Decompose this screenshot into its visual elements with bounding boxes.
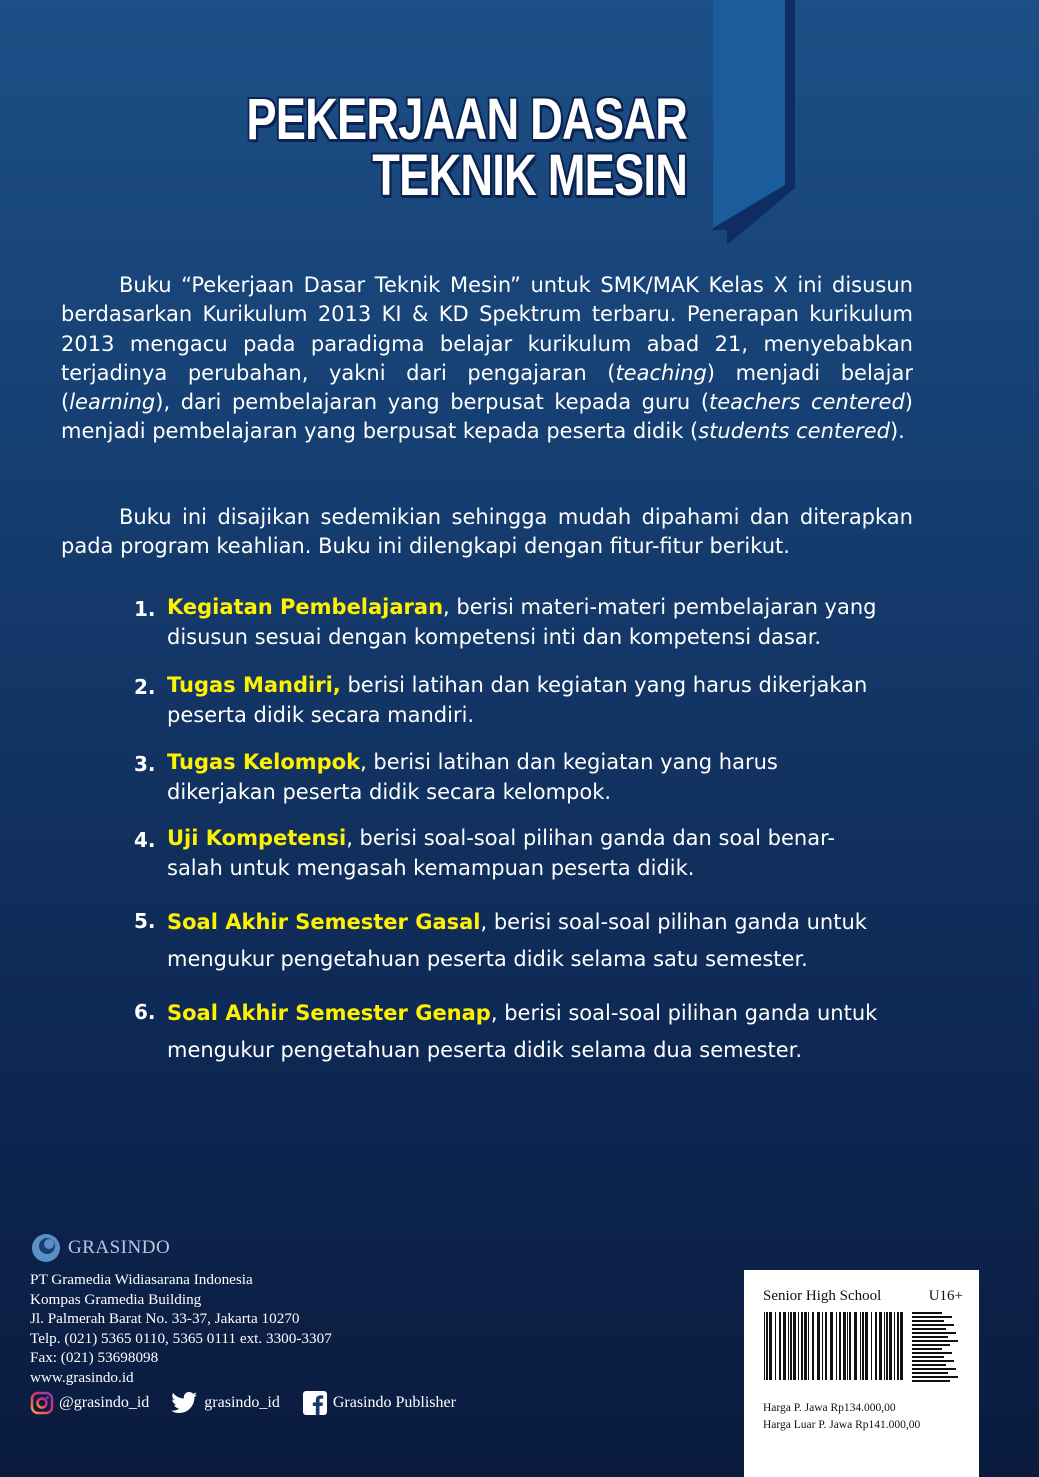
feature-desc: , berisi soal-soal pilihan ganda dan soal benar-salah untuk mengasah kemampuan peserta didik. (167, 826, 835, 880)
feature-number: 3. (134, 752, 156, 776)
barcode-bar (766, 1312, 768, 1380)
feature-desc: , berisi latihan dan kegiatan yang harus dikerjakan peserta didik secara kelompok. (167, 750, 778, 804)
barcode-bar (871, 1312, 872, 1380)
barcode-bar (808, 1312, 809, 1380)
barcode-bar (912, 1372, 948, 1374)
barcode-bar (839, 1312, 841, 1380)
feature-number: 5. (134, 909, 156, 933)
barcode-bar (769, 1312, 772, 1380)
twitter-handle: grasindo_id (204, 1394, 280, 1411)
book-title (246, 87, 687, 208)
publisher-info (30, 1232, 332, 1388)
feature-desc: berisi latihan dan kegiatan yang harus dikerjakan peserta didik secara mandiri. (167, 673, 868, 727)
text-segment: ) menjadi belajar ( (61, 360, 913, 415)
publisher-building: Kompas Gramedia Building (30, 1290, 202, 1308)
barcode-bar (912, 1348, 942, 1350)
barcode-bar (912, 1368, 956, 1370)
grasindo-logo-icon (30, 1232, 62, 1264)
age-rating: U16+ (928, 1288, 963, 1304)
barcode-bar (912, 1324, 954, 1326)
barcode-bar (843, 1312, 846, 1380)
barcode-bar (812, 1312, 814, 1380)
social-links (30, 1390, 478, 1416)
publisher-website[interactable]: www.grasindo.id (30, 1368, 134, 1386)
barcode-sticker (744, 1270, 979, 1477)
barcode-bar (912, 1332, 956, 1334)
barcode-bar (889, 1312, 892, 1380)
instagram-handle: @grasindo_id (59, 1394, 150, 1411)
feature-number: 2. (134, 675, 156, 699)
title-line-1: PEKERJAAN DASAR (246, 87, 687, 152)
barcode-bar (801, 1312, 803, 1380)
twitter-link[interactable] (171, 1391, 280, 1415)
italic-term: students centered (698, 419, 890, 444)
feature-desc: , berisi materi-materi pembelajaran yang disusun sesuai dengan kompetensi inti dan kompetensi dasar. (167, 595, 877, 649)
facebook-page: Grasindo Publisher (332, 1394, 456, 1411)
instagram-link[interactable] (30, 1391, 149, 1415)
barcode-bar (790, 1312, 792, 1380)
publisher-fax: Fax: (021) 53698098 (30, 1349, 159, 1367)
barcode-bar (830, 1312, 833, 1380)
isbn-barcode (764, 1312, 904, 1382)
italic-term: learning (69, 390, 156, 415)
feature-title: Tugas Mandiri, (167, 673, 341, 697)
barcode-bar (912, 1344, 950, 1346)
barcode-bar (912, 1336, 948, 1338)
barcode-bar (764, 1312, 765, 1380)
publisher-phone: Telp. (021) 5365 0110, 5365 0111 ext. 3300-3307 (30, 1329, 332, 1347)
supplementary-barcode (912, 1312, 962, 1382)
feature-number: 6. (134, 1000, 156, 1024)
barcode-bar (894, 1312, 895, 1380)
feature-title: Soal Akhir Semester Genap (167, 1001, 491, 1025)
text-segment: Buku “Pekerjaan Dasar Teknik Mesin” untuk SMK/MAK Kelas X ini disusun berdasarkan Kurikulum 2013 KI & KD Spektrum terbaru. Penerapan kurikulum 2013 mengacu pada paradigma belajar kurikulum abad 21, menyebabkan terjadinya perubahan, yakni dari pengajaran ( (61, 273, 913, 385)
bookmark-ribbon (713, 0, 795, 245)
barcode-bar (912, 1328, 946, 1330)
barcode-bar (886, 1312, 888, 1380)
text-segment: ), dari pembelajaran yang berpusat kepada guru ( (155, 390, 710, 415)
twitter-icon (171, 1391, 199, 1415)
feature-title: Kegiatan Pembelajaran (167, 595, 444, 619)
price-outside-java: Harga Luar P. Jawa Rp141.000,00 (763, 1419, 921, 1431)
barcode-bar (854, 1312, 857, 1380)
barcode-bar (825, 1312, 827, 1380)
grasindo-logo (30, 1232, 332, 1264)
barcode-bar (779, 1312, 781, 1380)
price-java: Harga P. Jawa Rp134.000,00 (763, 1402, 896, 1414)
facebook-icon (302, 1390, 328, 1416)
feature-title: Soal Akhir Semester Gasal (167, 910, 481, 934)
barcode-bar (847, 1312, 848, 1380)
barcode-bar (875, 1312, 877, 1380)
barcode-bar (860, 1312, 861, 1380)
barcode-bar (912, 1380, 950, 1382)
barcode-bar (822, 1312, 823, 1380)
text-segment: ) menjadi pembelajaran yang berpusat kepada peserta didik ( (61, 390, 913, 444)
barcode-bar (912, 1376, 958, 1378)
barcode-bar (836, 1312, 837, 1380)
italic-term: teaching (615, 360, 707, 385)
barcode-bar (849, 1312, 851, 1380)
feature-title: Uji Kompetensi (167, 826, 347, 850)
barcode-bar (912, 1340, 958, 1342)
feature-desc: , berisi soal-soal pilihan ganda untuk mengukur pengetahuan peserta didik selama dua semester. (167, 1001, 878, 1062)
barcode-bar (912, 1320, 944, 1322)
barcode-bar (804, 1312, 807, 1380)
italic-term: teachers centered (709, 390, 905, 415)
feature-number: 1. (134, 597, 156, 621)
barcode-bar (879, 1312, 882, 1380)
barcode-bar (862, 1312, 864, 1380)
barcode-bar (775, 1312, 776, 1380)
feature-number: 4. (134, 828, 156, 852)
barcode-bar (912, 1356, 944, 1358)
logo-text: GRASINDO (68, 1237, 171, 1258)
barcode-bar (793, 1312, 796, 1380)
barcode-bar (897, 1312, 899, 1380)
audience-label: Senior High School (763, 1288, 882, 1304)
feature-title: Tugas Kelompok (167, 750, 361, 774)
publisher-name: PT Gramedia Widiasarana Indonesia (30, 1271, 253, 1288)
title-line-2: TEKNIK MESIN (372, 143, 687, 208)
feature-desc: , berisi soal-soal pilihan ganda untuk mengukur pengetahuan peserta didik selama satu semester. (167, 910, 867, 971)
barcode-bar (912, 1364, 946, 1366)
text-segment: ). (889, 419, 905, 444)
barcode-bar (884, 1312, 885, 1380)
barcode-bar (912, 1352, 952, 1354)
barcode-bar (900, 1312, 903, 1380)
barcode-bar (783, 1312, 786, 1380)
intro-paragraph-1 (61, 271, 913, 447)
barcode-bar (817, 1312, 820, 1380)
barcode-bar (912, 1360, 954, 1362)
publisher-address: Jl. Palmerah Barat No. 33-37, Jakarta 10270 (30, 1310, 300, 1328)
barcode-bar (912, 1312, 942, 1314)
facebook-link[interactable] (302, 1390, 456, 1416)
intro-paragraph-2: Buku ini disajikan sedemikian sehingga mudah dipahami dan diterapkan pada program keahlian. Buku ini dilengkapi dengan fitur-fitur berikut. (61, 505, 913, 559)
barcode-bar (912, 1316, 952, 1318)
barcode-bar (788, 1312, 789, 1380)
barcode-bar (798, 1312, 799, 1380)
instagram-icon (30, 1391, 54, 1415)
barcode-bar (865, 1312, 868, 1380)
